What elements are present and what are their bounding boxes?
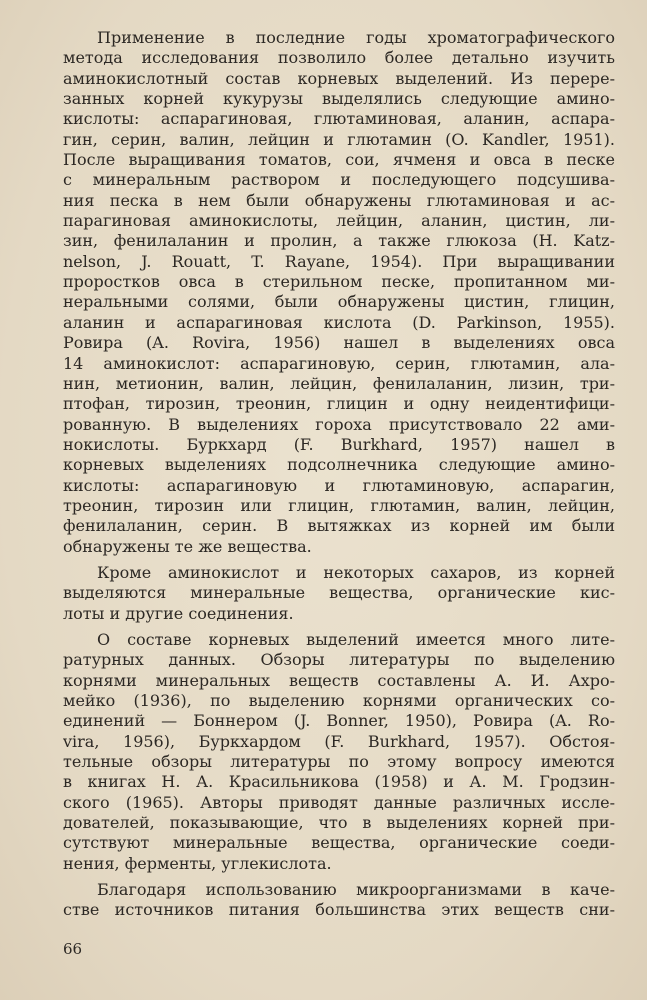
text-line: нокислоты. Буркхард (F. Burkhard, 1957) нашел в	[63, 434, 615, 454]
text-line: фенилаланин, серин. В вытяжках из корней им были	[63, 516, 615, 536]
text-line: корнями минеральных веществ составлены А. И. Ахро-	[63, 670, 615, 690]
text-line: О составе корневых выделений имеется много лите-	[97, 629, 615, 649]
text-line: Кроме аминокислот и некоторых сахаров, из корней	[97, 562, 615, 582]
text-line: лоты и другие соединения.	[63, 603, 294, 623]
text-line: выделяются минеральные вещества, органические кис-	[63, 583, 615, 603]
text-line: nelson, J. Rouatt, T. Rayane, 1954). При выращивании	[63, 251, 615, 271]
paragraph	[63, 28, 615, 557]
text-line: гин, серин, валин, лейцин и глютамин (O. Kandler, 1951).	[63, 129, 615, 149]
text-line: проростков овса в стерильном песке, пропитанном ми-	[63, 272, 615, 292]
text-line: рованную. В выделениях гороха присутствовало 22 ами-	[63, 414, 615, 434]
text-line: с минеральным раствором и последующего подсушива-	[63, 170, 615, 190]
text-line: стве источников питания большинства этих веществ сни-	[63, 900, 615, 920]
text-line: неральными солями, были обнаружены цистин, глицин,	[63, 292, 615, 312]
text-line: кислоты: аспарагиновую и глютаминовую, аспарагин,	[63, 475, 615, 495]
text-line: аланин и аспарагиновая кислота (D. Parkinson, 1955).	[63, 312, 615, 332]
paragraph	[63, 563, 615, 624]
text-line: нения, ферменты, углекислота.	[63, 853, 332, 873]
text-line: корневых выделениях подсолнечника следующие амино-	[63, 455, 615, 475]
body-text	[63, 28, 615, 921]
paragraph	[63, 630, 615, 874]
text-line: дователей, показывающие, что в выделениях корней при-	[63, 813, 615, 833]
text-line: обнаружены те же вещества.	[63, 536, 312, 556]
text-line: единений — Боннером (J. Bonner, 1950), Ровира (A. Ro-	[63, 711, 615, 731]
text-line: мейко (1936), по выделению корнями органических со-	[63, 691, 615, 710]
text-line: занных корней кукурузы выделялись следующие амино-	[63, 89, 615, 109]
text-line: ратурных данных. Обзоры литературы по выделению	[63, 650, 615, 670]
text-line: птофан, тирозин, треонин, глицин и одну неидентифици-	[63, 394, 615, 414]
text-line: сутствуют минеральные вещества, органические соеди-	[63, 833, 615, 853]
page-number: 66	[63, 940, 83, 958]
text-line: нин, метионин, валин, лейцин, фенилаланин, лизин, три-	[63, 373, 615, 393]
text-line: 14 аминокислот: аспарагиновую, серин, глютамин, ала-	[63, 353, 615, 373]
text-line: тельные обзоры литературы по этому вопросу имеются	[63, 752, 615, 772]
text-line: метода исследования позволило более детально изучить	[63, 48, 615, 68]
text-line: ского (1965). Авторы приводят данные различных иссле-	[63, 792, 615, 812]
text-line: Применение в последние годы хроматографического	[97, 28, 615, 47]
text-line: парагиновая аминокислоты, лейцин, аланин, цистин, ли-	[63, 211, 615, 231]
paragraph	[63, 880, 615, 921]
text-line: зин, фенилаланин и пролин, а также глюкоза (H. Katz-	[63, 231, 615, 251]
text-line: в книгах Н. А. Красильникова (1958) и А. М. Гродзин-	[63, 772, 615, 792]
text-line: ния песка в нем были обнаружены глютаминовая и ас-	[63, 190, 615, 210]
text-line: Ровира (A. Rovira, 1956) нашел в выделениях овса	[63, 333, 615, 353]
text-line: Благодаря использованию микроорганизмами в каче-	[97, 880, 615, 900]
text-line: vira, 1956), Буркхардом (F. Burkhard, 1957). Обстоя-	[63, 731, 615, 751]
text-line: треонин, тирозин или глицин, глютамин, валин, лейцин,	[63, 495, 615, 515]
text-line: После выращивания томатов, сои, ячменя и овса в песке	[63, 150, 615, 170]
text-line: аминокислотный состав корневых выделений. Из перере-	[63, 68, 615, 88]
text-line: кислоты: аспарагиновая, глютаминовая, аланин, аспара-	[63, 109, 615, 129]
